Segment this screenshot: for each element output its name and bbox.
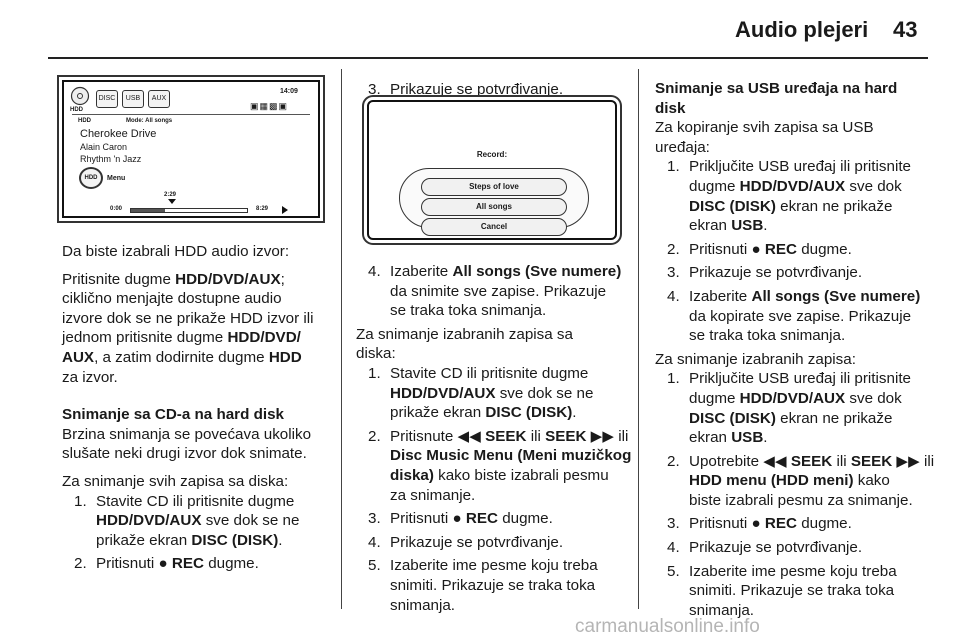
- record-confirm-screen: [367, 100, 617, 240]
- column-divider-1: [341, 69, 342, 609]
- hdd-round-button[interactable]: HDD: [79, 167, 103, 189]
- middle-column-lower: [356, 262, 636, 619]
- right-column: [655, 79, 935, 624]
- progress-track[interactable]: [130, 208, 248, 213]
- paragraph-1-line: za izvor.: [62, 368, 118, 386]
- disc-icon: [70, 86, 90, 106]
- option-all-songs[interactable]: All songs: [421, 198, 567, 216]
- list-item: 4. Izaberite All songs (Sve numere) da snimite sve zapise. Prikazuje se traka toka snimanja.: [368, 263, 622, 320]
- steps-list: [667, 369, 935, 620]
- seek-back-icon: ◀◀: [763, 452, 787, 470]
- progress-fill: [131, 209, 165, 212]
- list-item: 3. Pritisnuti ● REC dugme.: [368, 510, 553, 528]
- disc-button[interactable]: DISC: [96, 90, 118, 108]
- paragraph-2-line: Brzina snimanja se povećava ukoliko: [62, 425, 312, 443]
- paragraph-2-line: slušate neki drugi izvor dok snimate.: [62, 445, 307, 463]
- paragraph: Za kopiranje svih zapisa sa USB: [655, 119, 874, 137]
- rec-dot-icon: ●: [452, 510, 462, 528]
- end-time: 8:29: [256, 206, 269, 212]
- paragraph-1-line: AUX, a zatim dodirnite dugme HDD: [62, 348, 302, 366]
- paragraph: diska:: [356, 345, 396, 363]
- list-item: 2. Pritisnuti ● REC dugme.: [667, 240, 852, 258]
- section-heading-usb: Snimanje sa USB uređaja na hard: [655, 80, 898, 97]
- page-number: 43: [893, 17, 918, 42]
- seek-back-icon: ◀◀: [457, 427, 481, 445]
- list-item: 4. Prikazuje se potvrđivanje.: [667, 539, 863, 557]
- page-title: Audio plejeri: [735, 17, 869, 42]
- play-icon[interactable]: [282, 206, 288, 214]
- section-heading-usb: disk: [655, 99, 686, 117]
- seek-forward-icon: ▶▶: [590, 427, 615, 445]
- list-item: 1. Stavite CD ili pritisnite dugme HDD/DVD/AUX sve dok se ne prikaže ekran DISC (DISK).: [368, 364, 594, 422]
- menu-label[interactable]: Menu: [107, 175, 126, 182]
- list-item: 4. Prikazuje se potvrđivanje.: [368, 533, 564, 551]
- list-item: 2. Pritisnute ◀◀ SEEK ili SEEK ▶▶ ili Disc Music Menu (Meni muzičkog diska) kako biste izabrali pesmu za snimanje.: [368, 427, 632, 504]
- section-heading-cd: Snimanje sa CD-a na hard disk: [62, 406, 284, 424]
- position-marker-icon: [168, 199, 176, 204]
- seek-forward-icon: ▶▶: [896, 452, 920, 470]
- paragraph: Za snimanje izabranih zapisa:: [655, 350, 856, 368]
- position-time: 2:29: [164, 192, 177, 198]
- list-item: 2. Pritisnuti ● REC dugme.: [74, 555, 259, 573]
- steps-list: [74, 492, 332, 574]
- song-title: Cherokee Drive: [80, 128, 157, 140]
- paragraph-1-line: ciklično menjajte dostupne audio: [62, 290, 282, 308]
- steps-list: [667, 157, 935, 345]
- mode-label: Mode: All songs: [126, 118, 173, 124]
- album: Rhythm 'n Jazz: [80, 154, 142, 164]
- start-time: 0:00: [110, 206, 123, 212]
- watermark: carmanualsonline.info: [575, 616, 760, 637]
- list-item: 1. Priključite USB uređaj ili pritisnite dugme HDD/DVD/AUX sve dok DISC (DISK) ekran ne prikaže ekran USB.: [667, 370, 911, 447]
- list-item: 1. Priključite USB uređaj ili pritisnite dugme HDD/DVD/AUX sve dok DISC (DISK) ekran ne prikaže ekran USB.: [667, 158, 911, 235]
- list-item: 3. Prikazuje se potvrđivanje.: [368, 81, 564, 98]
- steps-list: [368, 80, 636, 100]
- steps-list: [368, 364, 636, 615]
- rec-dot-icon: ●: [158, 555, 168, 573]
- paragraph-1-line: jednom pritisnite dugme HDD/DVD/: [62, 329, 301, 347]
- paragraph: Za snimanje izabranih zapisa sa: [356, 325, 573, 343]
- list-item: 2. Upotrebite ◀◀ SEEK ili SEEK ▶▶ ili HDD menu (HDD meni) kako biste izabrali pesmu za snimanje.: [667, 452, 935, 509]
- status-icons: ▣▦▩▣: [250, 101, 289, 111]
- artist: Alain Caron: [80, 142, 128, 152]
- left-column: [62, 242, 332, 578]
- option-steps-of-love[interactable]: Steps of love: [421, 178, 567, 196]
- rec-dot-icon: ●: [751, 515, 761, 533]
- paragraph-3: Za snimanje svih zapisa sa diska:: [62, 472, 289, 490]
- usb-button[interactable]: USB: [122, 90, 144, 108]
- list-item: 4. Izaberite All songs (Sve numere) da kopirate sve zapise. Prikazuje se traka toka snimanja.: [667, 287, 921, 345]
- list-item: 3. Prikazuje se potvrđivanje.: [667, 264, 863, 282]
- paragraph-1-line: izvore dok se ne prikaže HDD izvor ili: [62, 309, 314, 327]
- aux-button[interactable]: AUX: [148, 90, 170, 108]
- divider: [72, 114, 310, 115]
- paragraph-1: Pritisnite dugme HDD/DVD/AUX;: [62, 270, 285, 288]
- rec-dot-icon: ●: [751, 240, 761, 258]
- column-divider-2: [638, 69, 639, 609]
- source-label: HDD: [78, 118, 91, 124]
- hdd-player-screen: [62, 80, 320, 218]
- list-item: 3. Pritisnuti ● REC dugme.: [667, 515, 852, 533]
- list-item: 5. Izaberite ime pesme koju treba snimiti. Prikazuje se traka toka snimanja.: [667, 562, 897, 619]
- clock: 14:09: [280, 88, 298, 95]
- hdd-source-label: HDD: [70, 107, 83, 113]
- header-rule: [48, 57, 928, 59]
- list-item: 5. Izaberite ime pesme koju treba snimiti. Prikazuje se traka toka snimanja.: [368, 557, 598, 614]
- option-cancel[interactable]: Cancel: [421, 218, 567, 236]
- intro-text: Da biste izabrali HDD audio izvor:: [62, 243, 290, 260]
- list-item: 1. Stavite CD ili pritisnite dugme HDD/DVD/AUX sve dok se ne prikaže ekran DISC (DISK).: [74, 492, 300, 549]
- record-title: Record:: [476, 150, 508, 159]
- paragraph: uređaja:: [655, 138, 710, 156]
